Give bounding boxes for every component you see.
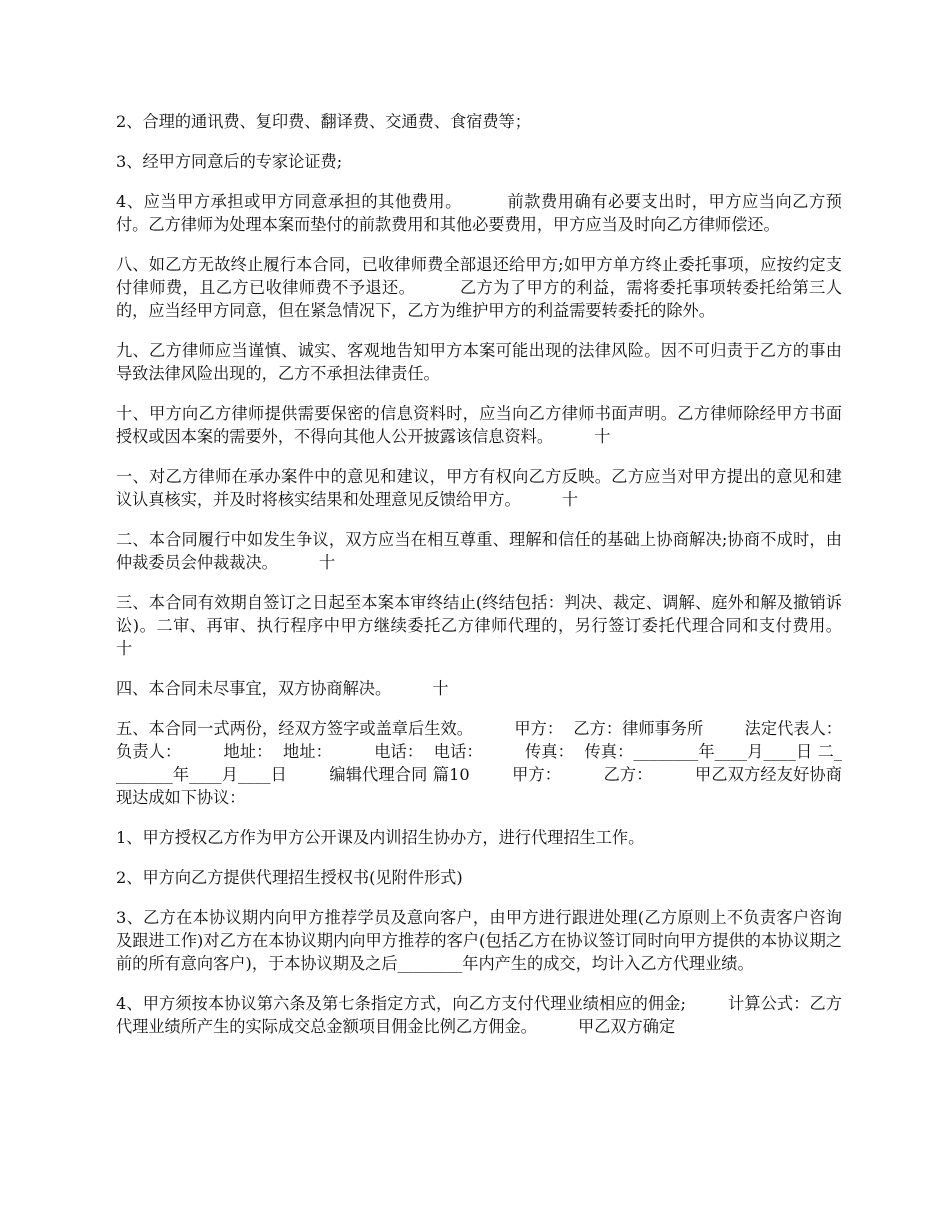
paragraph: 2、甲方向乙方提供代理招生授权书(见附件形式) [116, 868, 463, 887]
paragraph: 十、甲方向乙方律师提供需要保密的信息资料时，应当向乙方律师书面声明。乙方律师除经甲方书面授权或因本案的需要外，不得向其他人公开披露该信息资料。 十 [116, 404, 842, 446]
paragraph: 九、乙方律师应当谨慎、诚实、客观地告知甲方本案可能出现的法律风险。因不可归责于乙方的事由导致法律风险出现的，乙方不承担法律责任。 [116, 341, 842, 383]
paragraph: 五、本合同一式两份，经双方签字或盖章后生效。 甲方： 乙方：律师事务所 法定代表人： 负责人： 地址： 地址： 电话： 电话： 传真： 传真：________年____月____日 二________年____月____日 编辑代理合同 篇10 甲方： 乙方： 甲乙双方经友好协商现达成如下协议： [116, 719, 853, 807]
paragraph: 一、对乙方律师在承办案件中的意见和建议，甲方有权向乙方反映。乙方应当对甲方提出的意见和建议认真核实，并及时将核实结果和处理意见反馈给甲方。 十 [116, 467, 842, 509]
paragraph: 2、合理的通讯费、复印费、翻译费、交通费、食宿费等； [116, 112, 531, 131]
paragraph: 二、本合同履行中如发生争议，双方应当在相互尊重、理解和信任的基础上协商解决;协商不成时，由仲裁委员会仲裁裁决。 十 [116, 530, 842, 572]
document-body [116, 110, 884, 1055]
paragraph: 四、本合同未尽事宜，双方协商解决。 十 [116, 679, 449, 698]
paragraph: 三、本合同有效期自签订之日起至本案本审终结止(终结包括：判决、裁定、调解、庭外和解及撤销诉讼)。二审、再审、执行程序中甲方继续委托乙方律师代理的，另行签订委托代理合同和支付费用。 十 [116, 593, 884, 658]
paragraph: 3、乙方在本协议期内向甲方推荐学员及意向客户，由甲方进行跟进处理(乙方原则上不负责客户咨询及跟进工作)对乙方在本协议期内向甲方推荐的客户(包括乙方在协议签订同时向甲方提供的本协议期之前的所有意向客户)，于本协议期及之后________年内产生的成交，均计入乙方代理业绩。 [116, 908, 842, 973]
paragraph: 八、如乙方无故终止履行本合同，已收律师费全部退还给甲方;如甲方单方终止委托事项，应按约定支付律师费，且乙方已收律师费不予退还。 乙方为了甲方的利益，需将委托事项转委托给第三人的，应当经甲方同意，但在紧急情况下，乙方为维护甲方的利益需要转委托的除外。 [116, 255, 842, 320]
paragraph: 3、经甲方同意后的专家论证费; [116, 152, 343, 171]
paragraph: 1、甲方授权乙方作为甲方公开课及内训招生协办方，进行代理招生工作。 [116, 828, 645, 847]
paragraph: 4、应当甲方承担或甲方同意承担的其他费用。 前款费用确有必要支出时，甲方应当向乙方预付。乙方律师为处理本案而垫付的前款费用和其他必要费用，甲方应当及时向乙方律师偿还。 [116, 192, 842, 234]
paragraph: 4、甲方须按本协议第六条及第七条指定方式，向乙方支付代理业绩相应的佣金; 计算公式：乙方代理业绩所产生的实际成交总金额项目佣金比例乙方佣金。 甲乙双方确定 [116, 994, 842, 1036]
